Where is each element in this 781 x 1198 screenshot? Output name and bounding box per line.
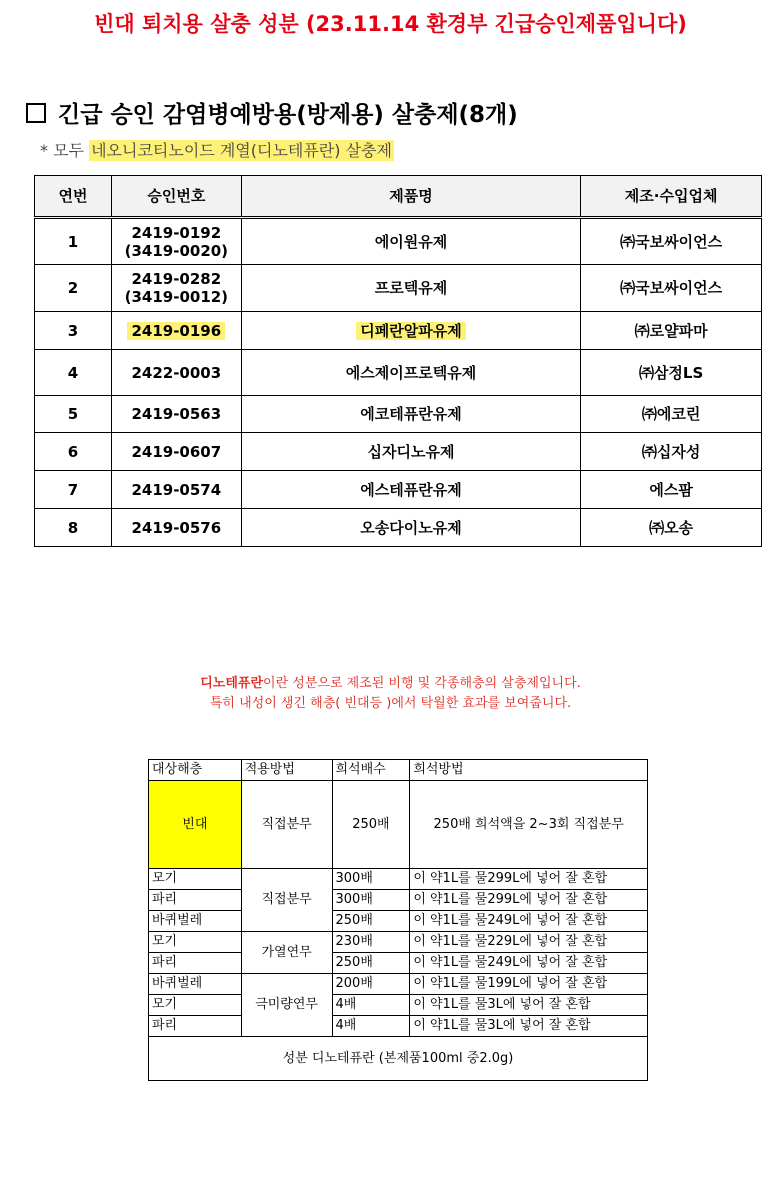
usage-row [149, 1016, 648, 1037]
description-line-1-text: 이란 성분으로 제조된 비행 및 각종해충의 살충제입니다. [263, 676, 581, 691]
howto-cell: 250배 희석액을 2~3회 직접분무 [410, 781, 648, 869]
howto-cell: 이 약1L를 물3L에 넣어 잘 혼합 [410, 1016, 648, 1037]
products-table [34, 175, 762, 547]
row-name: 십자디노유제 [241, 433, 580, 471]
pest-cell: 파리 [149, 890, 242, 911]
table-row [35, 471, 762, 509]
ratio-cell: 4배 [332, 995, 410, 1016]
row-code: 2419-0574 [111, 471, 241, 509]
row-no: 6 [35, 433, 112, 471]
table-row [35, 509, 762, 547]
howto-cell: 이 약1L를 물3L에 넣어 잘 혼합 [410, 995, 648, 1016]
ingredient-footer: 성분 디노테퓨란 (본제품100ml 중2.0g) [149, 1037, 648, 1081]
row-name: 오송다이노유제 [241, 509, 580, 547]
description-line-2: 특히 내성이 생긴 해충( 빈대등 )에서 탁월한 효과를 보여줍니다. [209, 696, 572, 711]
col-header-code: 승인번호 [111, 176, 241, 218]
row-name: 에이원유제 [241, 218, 580, 265]
row-maker: ㈜국보싸이언스 [581, 265, 762, 312]
note-highlight: 네오니코티노이드 계열(디노테퓨란) 살충제 [91, 141, 392, 160]
section-title [26, 96, 518, 129]
row-code [111, 218, 241, 265]
page-title: 빈대 퇴치용 살충 성분 (23.11.14 환경부 긴급승인제품입니다) [94, 12, 687, 36]
table-row [35, 433, 762, 471]
row-code: 2419-0576 [111, 509, 241, 547]
usage-header-ratio: 희석배수 [332, 760, 410, 781]
usage-header-row [149, 760, 648, 781]
checkbox-square-icon [26, 103, 46, 123]
usage-footer-row [149, 1037, 648, 1081]
section-title-text: 긴급 승인 감염병예방용(방제용) 살충제(8개) [58, 102, 518, 128]
row-maker: ㈜십자성 [581, 433, 762, 471]
pest-cell: 바퀴벌레 [149, 911, 242, 932]
ratio-cell: 250배 [332, 781, 410, 869]
note-prefix: * 모두 [40, 141, 84, 160]
pest-cell: 모기 [149, 869, 242, 890]
howto-cell: 이 약1L를 물299L에 넣어 잘 혼합 [410, 869, 648, 890]
pest-cell: 바퀴벌레 [149, 974, 242, 995]
row-maker: ㈜삼정LS [581, 350, 762, 396]
row-no: 8 [35, 509, 112, 547]
row-code: 2419-0607 [111, 433, 241, 471]
code-alt: (3419-0012) [124, 288, 229, 306]
ratio-cell: 250배 [332, 953, 410, 974]
howto-cell: 이 약1L를 물199L에 넣어 잘 혼합 [410, 974, 648, 995]
row-name: 에스테퓨란유제 [241, 471, 580, 509]
row-maker: ㈜오송 [581, 509, 762, 547]
usage-header-pest: 대상해충 [149, 760, 242, 781]
row-maker: 에스팜 [581, 471, 762, 509]
ratio-cell: 4배 [332, 1016, 410, 1037]
usage-header-method: 적용방법 [241, 760, 332, 781]
row-name [241, 312, 580, 350]
row-no: 1 [35, 218, 112, 265]
method-cell: 극미량연무 [241, 974, 332, 1037]
table-row [35, 312, 762, 350]
name-highlight: 디페란알파유제 [356, 322, 465, 340]
description-bold: 디노테퓨란 [200, 676, 264, 691]
usage-row [149, 869, 648, 890]
method-cell: 직접분무 [241, 869, 332, 932]
row-no: 4 [35, 350, 112, 396]
ratio-cell: 230배 [332, 932, 410, 953]
row-maker: ㈜에코린 [581, 396, 762, 433]
pest-cell: 파리 [149, 1016, 242, 1037]
row-code: 2422-0003 [111, 350, 241, 396]
usage-header-howto: 희석방법 [410, 760, 648, 781]
row-no: 7 [35, 471, 112, 509]
method-cell: 직접분무 [241, 781, 332, 869]
row-name: 프로텍유제 [241, 265, 580, 312]
code-main: 2419-0282 [131, 270, 222, 288]
usage-table [148, 759, 648, 1081]
usage-row [149, 932, 648, 953]
row-name: 에코테퓨란유제 [241, 396, 580, 433]
usage-row [149, 995, 648, 1016]
row-name: 에스제이프로텍유제 [241, 350, 580, 396]
pest-bedbug: 빈대 [149, 781, 242, 869]
col-header-no: 연번 [35, 176, 112, 218]
usage-row [149, 953, 648, 974]
code-main: 2419-0196 [127, 322, 225, 340]
row-no: 2 [35, 265, 112, 312]
section-note [40, 138, 394, 161]
pest-cell: 파리 [149, 953, 242, 974]
pest-cell: 모기 [149, 932, 242, 953]
ratio-cell: 250배 [332, 911, 410, 932]
row-no: 5 [35, 396, 112, 433]
row-maker: ㈜로얄파마 [581, 312, 762, 350]
description-line-1 [0, 672, 781, 691]
usage-row [149, 911, 648, 932]
usage-row [149, 974, 648, 995]
row-code: 2419-0563 [111, 396, 241, 433]
table-row [35, 350, 762, 396]
ratio-cell: 200배 [332, 974, 410, 995]
row-no: 3 [35, 312, 112, 350]
usage-row-bedbug [149, 781, 648, 869]
col-header-maker: 제조·수입업체 [581, 176, 762, 218]
table-row [35, 265, 762, 312]
row-code [111, 312, 241, 350]
products-header-row [35, 176, 762, 218]
usage-row [149, 890, 648, 911]
howto-cell: 이 약1L를 물249L에 넣어 잘 혼합 [410, 953, 648, 974]
howto-cell: 이 약1L를 물229L에 넣어 잘 혼합 [410, 932, 648, 953]
table-row [35, 218, 762, 265]
pest-cell: 모기 [149, 995, 242, 1016]
method-cell: 가열연무 [241, 932, 332, 974]
table-row [35, 396, 762, 433]
howto-cell: 이 약1L를 물299L에 넣어 잘 혼합 [410, 890, 648, 911]
code-main: 2419-0192 [131, 223, 222, 242]
row-maker: ㈜국보싸이언스 [581, 218, 762, 265]
code-alt: (3419-0020) [124, 241, 229, 260]
howto-cell: 이 약1L를 물249L에 넣어 잘 혼합 [410, 911, 648, 932]
col-header-name: 제품명 [241, 176, 580, 218]
row-code [111, 265, 241, 312]
ratio-cell: 300배 [332, 890, 410, 911]
ratio-cell: 300배 [332, 869, 410, 890]
